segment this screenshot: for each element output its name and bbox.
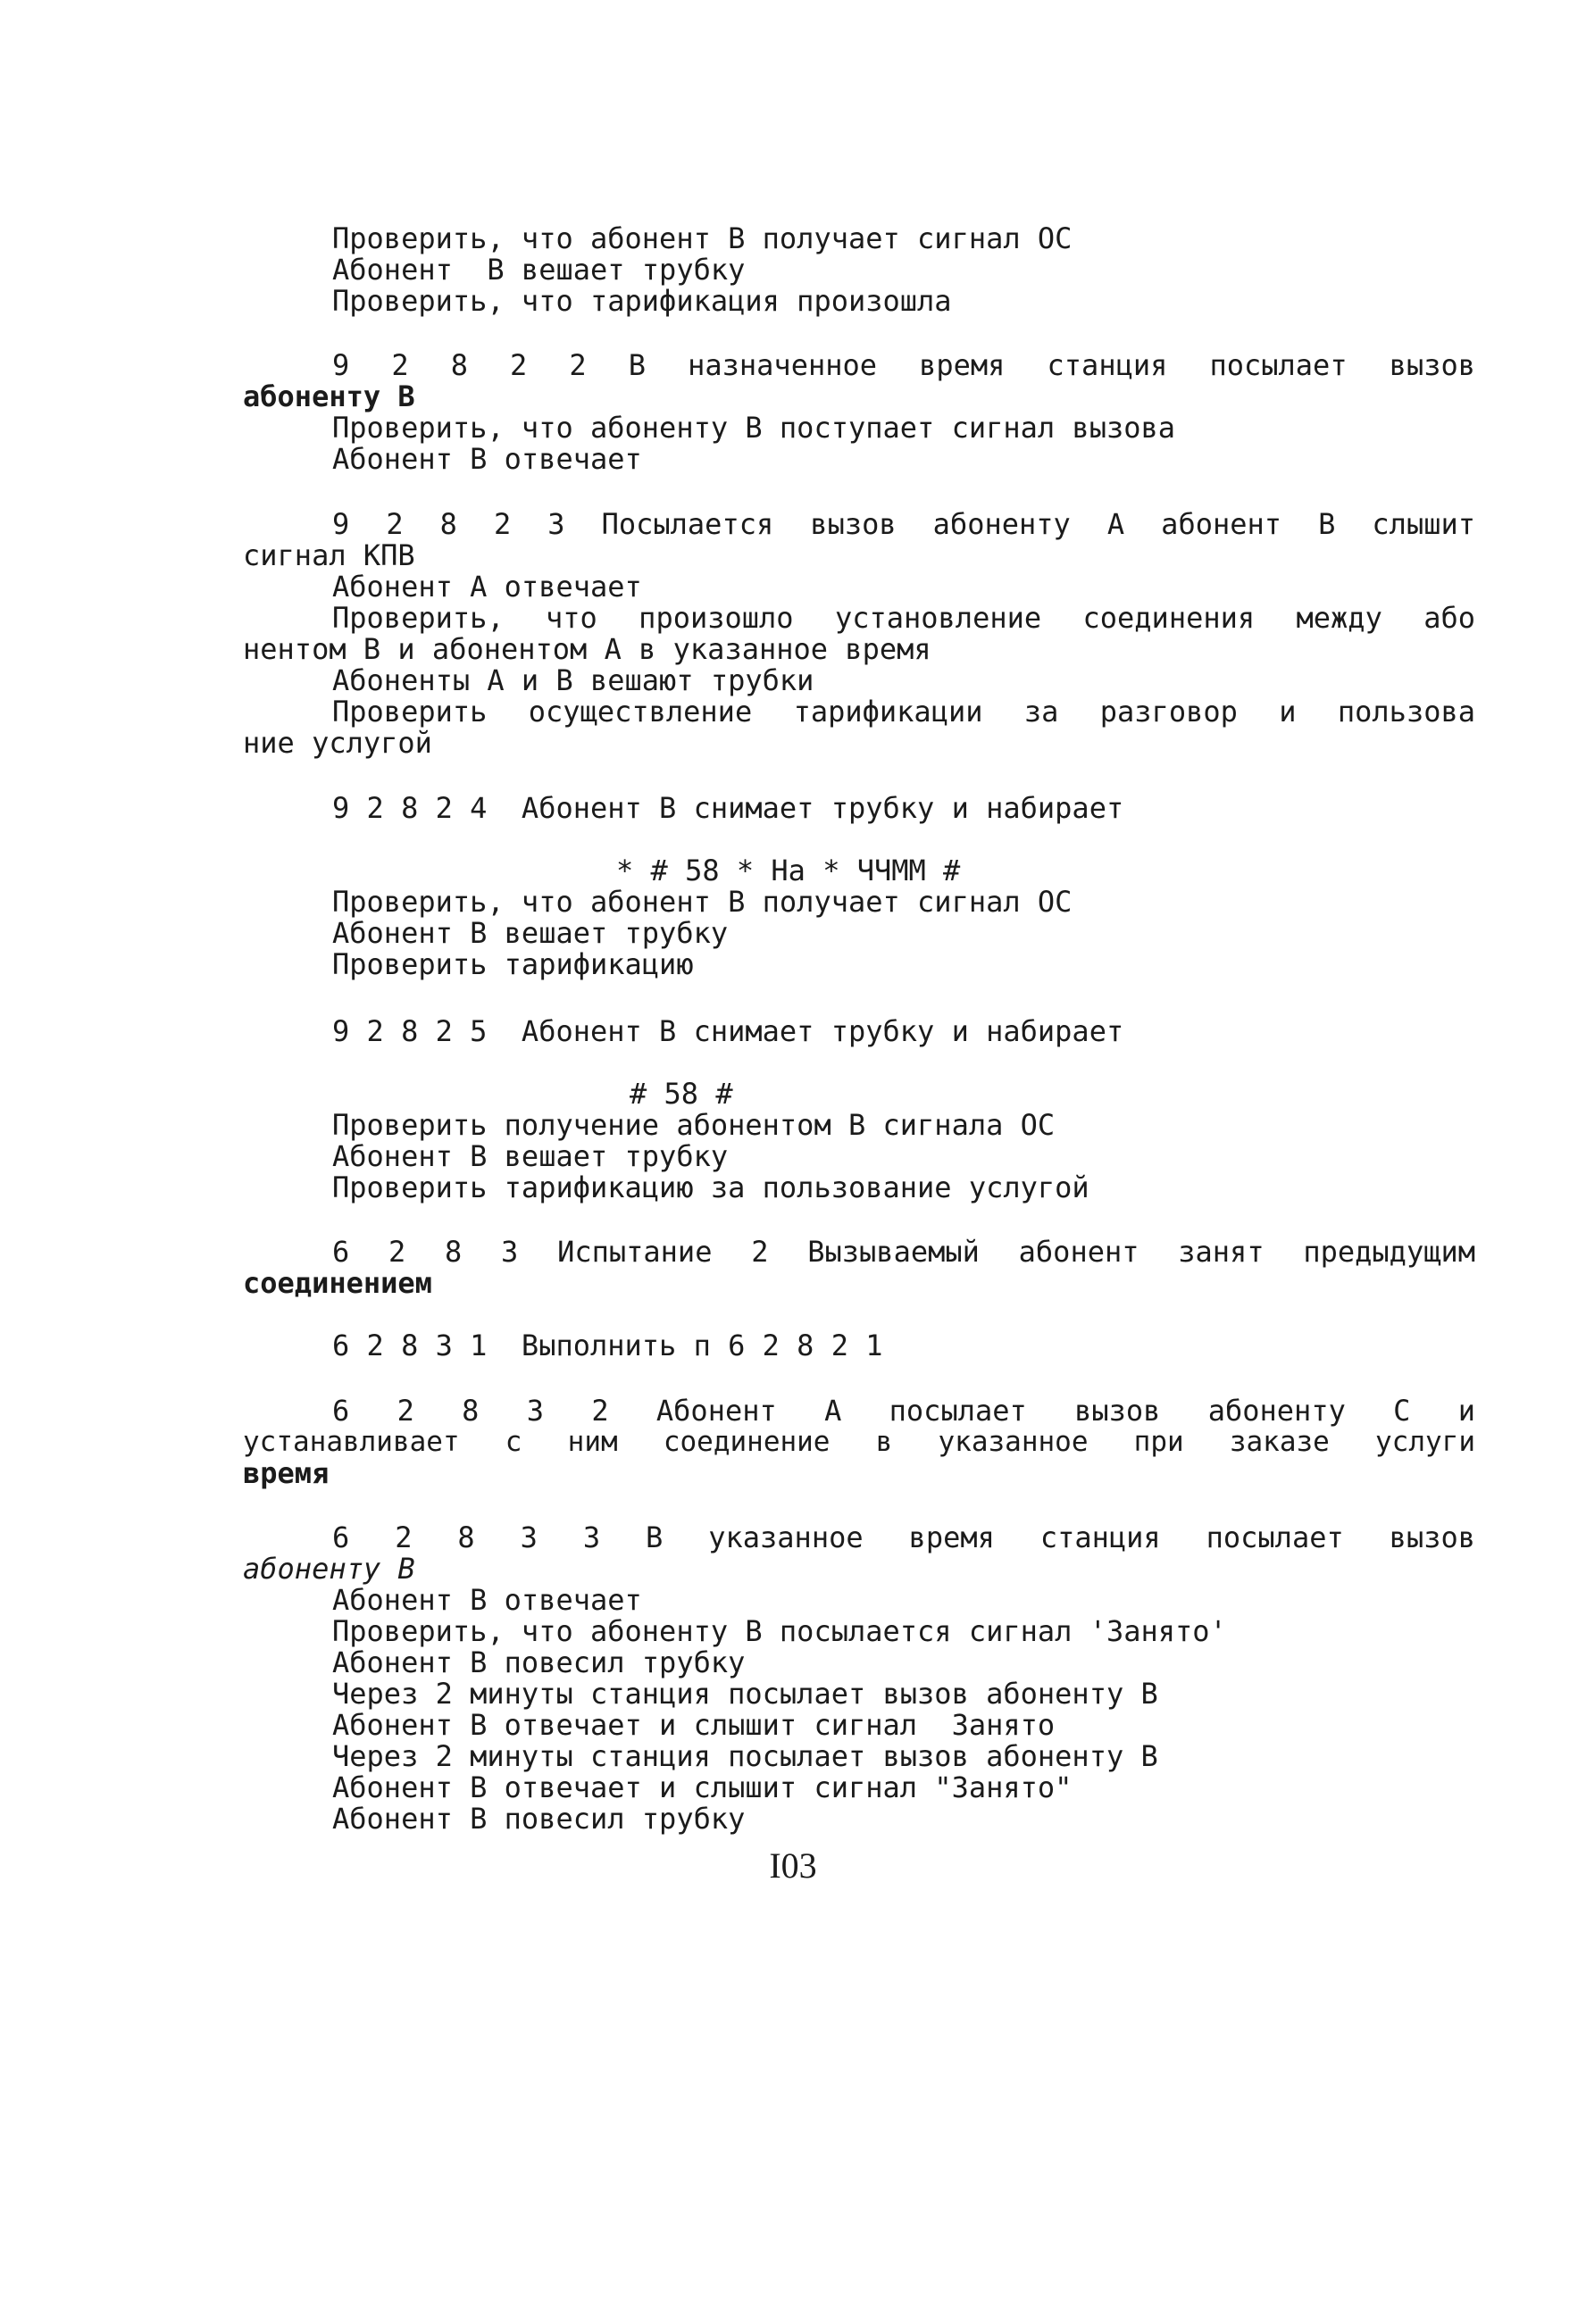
text-line: время xyxy=(243,1456,330,1490)
text-line: Проверить тарификацию за пользование услугой xyxy=(332,1170,1089,1204)
text-line: Через 2 минуты станция посылает вызов абоненту В xyxy=(332,1739,1158,1773)
text-line: Абонент В отвечает xyxy=(332,1583,642,1617)
text-line: устанавливает с ним соединение в указанное при заказе услуги xyxy=(243,1426,1475,1458)
text-line: Абонент В повесил трубку xyxy=(332,1645,746,1679)
text-line: Абонент А отвечает xyxy=(332,570,642,604)
section-heading-92823: 9 2 8 2 3 Посылается вызов абоненту А абонент В слышит xyxy=(332,507,1475,541)
section-heading-92824: 9 2 8 2 4 Абонент В снимает трубку и набирает xyxy=(332,791,1124,825)
text-line: абоненту В xyxy=(243,379,415,413)
section-heading-62833: 6 2 8 3 3 В указанное время станция посылает вызов xyxy=(332,1520,1475,1554)
text-line: Абонент В вешает трубку xyxy=(332,253,746,287)
section-heading-92822: 9 2 8 2 2 В назначенное время станция посылает вызов xyxy=(332,348,1475,382)
text-line: Абонент В вешает трубку xyxy=(332,916,729,950)
text-line: Проверить получение абонентом В сигнала ОС xyxy=(332,1108,1056,1142)
text-line: ние услугой xyxy=(243,726,432,760)
section-heading-92825: 9 2 8 2 5 Абонент В снимает трубку и набирает xyxy=(332,1014,1124,1048)
dial-code: * # 58 * На * ЧЧММ # xyxy=(616,854,961,887)
text-line: Абонент В вешает трубку xyxy=(332,1139,729,1173)
text-line: Абонент В повесил трубку xyxy=(332,1802,746,1836)
text-line: Проверить, что абонент В получает сигнал ОС xyxy=(332,885,1073,919)
text-line: Через 2 минуты станция посылает вызов абоненту В xyxy=(332,1677,1158,1711)
text-line: Проверить, что произошло установление соединения между або xyxy=(332,601,1475,635)
section-heading-62832: 6 2 8 3 2 Абонент А посылает вызов абоненту С и xyxy=(332,1394,1475,1428)
text-line: Абонент В отвечает и слышит сигнал Занято xyxy=(332,1708,1056,1742)
text-line: Абонент В отвечает и слышит сигнал "Занято" xyxy=(332,1770,1073,1804)
text-line: Проверить, что абоненту В поступает сигнал вызова xyxy=(332,411,1176,445)
text-line: Проверить, что абонент В получает сигнал ОС xyxy=(332,221,1073,255)
section-heading-62831: 6 2 8 3 1 Выполнить п 6 2 8 2 1 xyxy=(332,1329,883,1362)
text-line: Проверить осуществление тарификации за разговор и пользова xyxy=(332,695,1475,729)
text-line: Проверить, что тарификация произошла xyxy=(332,284,952,318)
section-heading-6283: 6 2 8 3 Испытание 2 Вызываемый абонент занят предыдущим xyxy=(332,1235,1475,1269)
page-number: I03 xyxy=(769,1845,817,1886)
text-line: Проверить тарификацию xyxy=(332,947,694,981)
text-line: сигнал КПВ xyxy=(243,538,415,572)
text-line: Проверить, что абоненту В посылается сигнал 'Занято' xyxy=(332,1614,1227,1648)
text-line: нентом В и абонентом А в указанное время xyxy=(243,632,931,666)
text-line: абоненту В xyxy=(243,1552,415,1586)
dial-code: # 58 # xyxy=(630,1077,733,1111)
text-line: Абонент В отвечает xyxy=(332,442,642,476)
text-line: Абоненты А и В вешают трубки xyxy=(332,663,814,697)
text-line: соединением xyxy=(243,1266,432,1300)
